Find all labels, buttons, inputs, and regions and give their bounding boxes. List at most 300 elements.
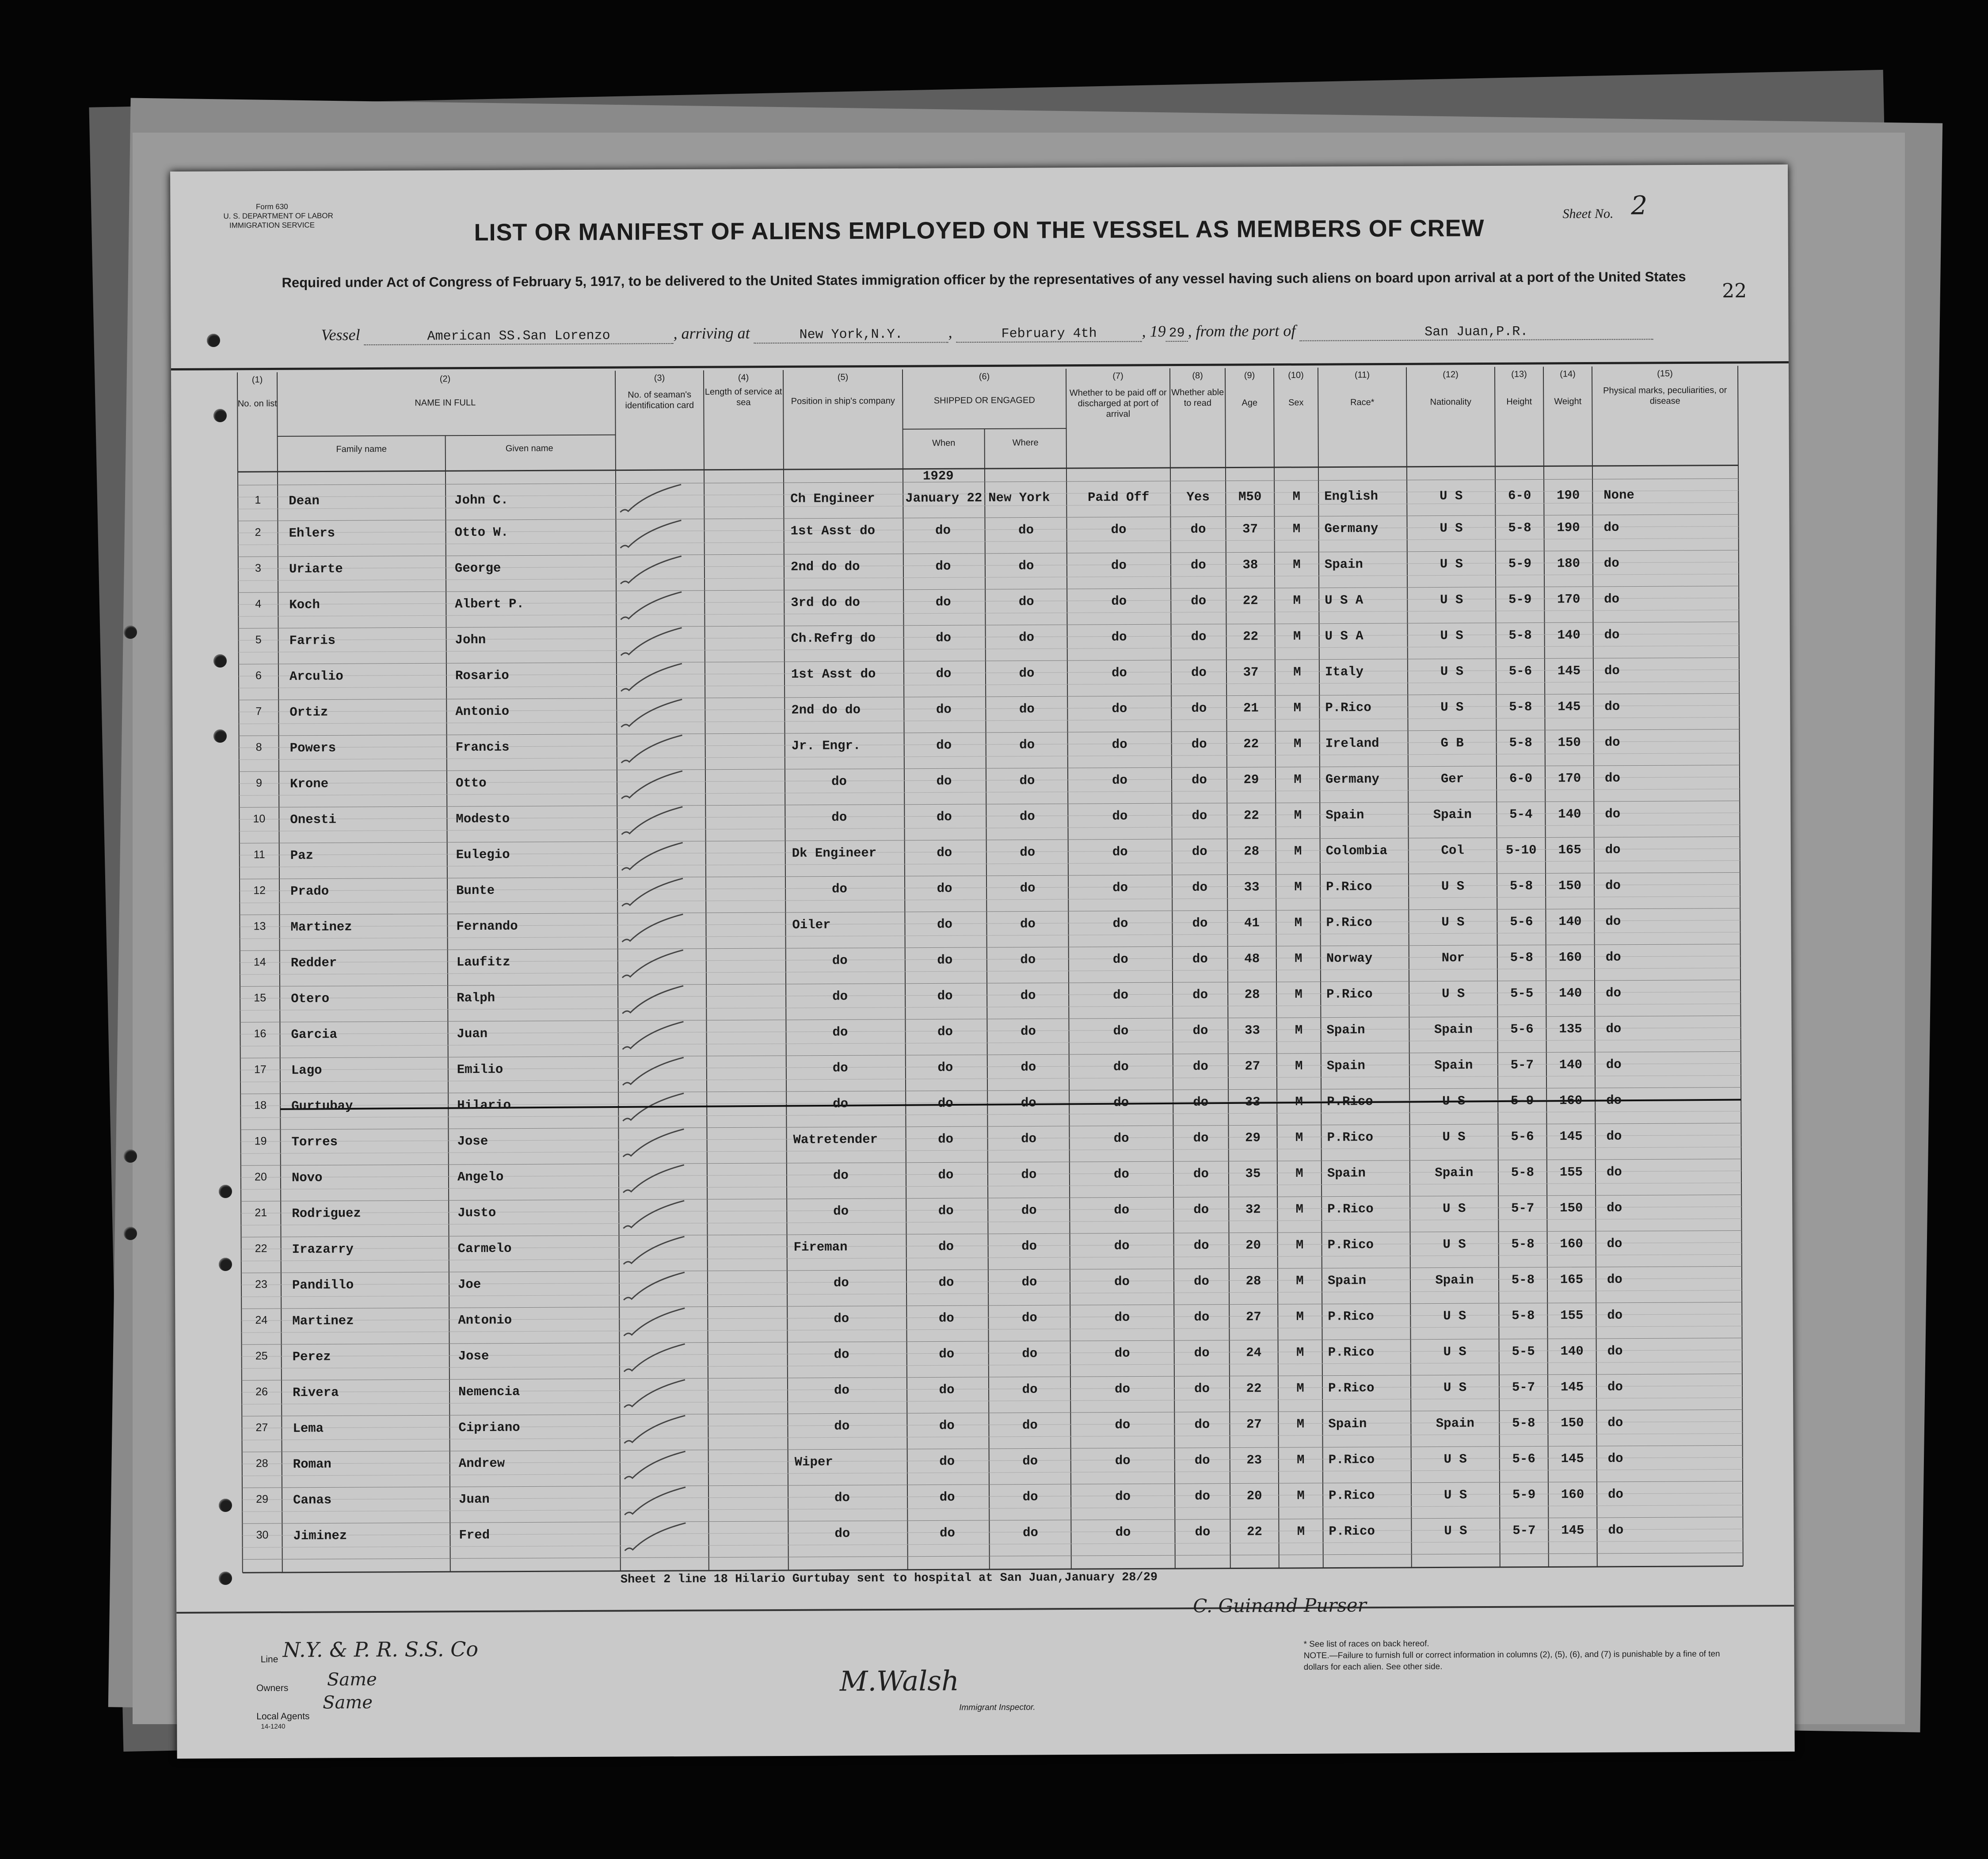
- arriving-at-value: New York,N.Y.: [754, 327, 948, 344]
- row-5-when: do: [936, 630, 952, 645]
- header-col-10-label: Sex: [1288, 397, 1304, 408]
- row-25-given: Jose: [458, 1348, 489, 1364]
- row-29-read: do: [1195, 1489, 1211, 1504]
- row-8-no: 8: [255, 741, 262, 754]
- row-5-where: do: [1019, 630, 1035, 645]
- header-col-9-num: (9): [1244, 370, 1255, 381]
- row-4-age: 22: [1242, 593, 1258, 608]
- punch-hole: [219, 1499, 232, 1512]
- row-25-where: do: [1022, 1346, 1038, 1361]
- row-17-weight: 140: [1559, 1057, 1583, 1073]
- row-14-paid: do: [1112, 952, 1128, 967]
- row-27-position: do: [834, 1419, 850, 1434]
- row-8-height: 5-8: [1509, 735, 1532, 750]
- header-col-11: [1318, 370, 1406, 408]
- row-17-no: 17: [254, 1063, 267, 1076]
- row-11-weight: 165: [1558, 843, 1581, 858]
- row-26-weight: 145: [1560, 1380, 1584, 1395]
- row-1-nationality: U S: [1440, 489, 1463, 504]
- row-7-where: do: [1019, 702, 1035, 717]
- header-col-10: [1274, 370, 1318, 408]
- row-10-sex: M: [1294, 808, 1302, 823]
- row-12-family: Prado: [290, 884, 329, 899]
- row-15-no: 15: [254, 992, 267, 1004]
- row-1-position: Ch Engineer: [790, 491, 875, 506]
- row-21-nationality: U S: [1443, 1201, 1466, 1216]
- row-28-read: do: [1194, 1453, 1210, 1468]
- header-col-8: [1170, 370, 1225, 409]
- inspector-label: Immigrant Inspector.: [959, 1702, 1036, 1713]
- row-25-read: do: [1194, 1345, 1210, 1360]
- grid-line: [242, 1374, 1742, 1381]
- row-2-position: 1st Asst do: [790, 523, 876, 538]
- row-30-race: P.Rico: [1329, 1524, 1375, 1539]
- row-18-nationality: U S: [1442, 1094, 1466, 1109]
- check-mark: [621, 771, 682, 799]
- row-13-age: 41: [1244, 916, 1260, 931]
- row-11-family: Paz: [290, 848, 314, 863]
- row-13-paid: do: [1112, 916, 1128, 931]
- row-10-read: do: [1192, 808, 1207, 823]
- row-12-sex: M: [1294, 879, 1302, 894]
- row-24-position: do: [834, 1311, 849, 1326]
- header-col-1-num: (1): [251, 375, 263, 385]
- hospital-note: Sheet 2 line 18 Hilario Gurtubay sent to hospital at San Juan,January 28/29: [620, 1571, 1158, 1587]
- row-16-given: Juan: [457, 1026, 488, 1042]
- row-28-marks: do: [1607, 1451, 1623, 1466]
- row-7-position: 2nd do do: [791, 702, 861, 718]
- row-7-read: do: [1191, 701, 1207, 716]
- row-21-read: do: [1193, 1202, 1209, 1217]
- row-12-given: Bunte: [456, 883, 495, 898]
- row-17-when: do: [937, 1060, 953, 1075]
- check-mark: [624, 1416, 685, 1443]
- row-18-sex: M: [1295, 1094, 1303, 1109]
- row-30-marks: do: [1608, 1523, 1624, 1538]
- row-27-nationality: Spain: [1436, 1416, 1474, 1431]
- row-25-position: do: [834, 1347, 849, 1362]
- row-17-family: Lago: [291, 1063, 322, 1078]
- row-14-age: 48: [1244, 951, 1260, 966]
- row-2-when: do: [935, 523, 951, 538]
- row-24-marks: do: [1607, 1308, 1623, 1323]
- row-19-when: do: [938, 1132, 954, 1147]
- row-3-paid: do: [1111, 558, 1127, 573]
- row-6-weight: 145: [1557, 664, 1581, 679]
- row-8-sex: M: [1293, 736, 1302, 751]
- header-col-13-num: (13): [1511, 369, 1527, 379]
- year-written: 1929: [922, 469, 954, 484]
- row-7-marks: do: [1604, 699, 1620, 714]
- row-27-age: 27: [1246, 1417, 1262, 1432]
- check-mark: [623, 1201, 684, 1229]
- row-5-read: do: [1191, 629, 1207, 644]
- row-23-read: do: [1193, 1274, 1209, 1289]
- row-7-family: Ortiz: [289, 705, 328, 720]
- row-10-paid: do: [1112, 809, 1128, 824]
- header-col-2: [277, 373, 613, 409]
- row-25-when: do: [939, 1347, 955, 1362]
- row-7-age: 21: [1243, 701, 1259, 716]
- row-3-when: do: [935, 559, 951, 574]
- header-col-4-num: (4): [738, 373, 749, 383]
- row-22-no: 22: [255, 1242, 267, 1255]
- row-9-marks: do: [1604, 771, 1620, 786]
- row-23-height: 5-8: [1511, 1272, 1535, 1287]
- from-port-label: , from the port of: [1188, 321, 1296, 340]
- row-25-race: P.Rico: [1328, 1345, 1375, 1360]
- row-1-marks: None: [1603, 488, 1634, 503]
- row-21-paid: do: [1114, 1202, 1130, 1218]
- row-26-position: do: [834, 1383, 849, 1398]
- row-14-where: do: [1020, 952, 1036, 967]
- row-16-read: do: [1192, 1023, 1208, 1038]
- sheet-number-value: 2: [1631, 190, 1648, 221]
- row-19-position: Watretender: [793, 1132, 878, 1147]
- row-6-given: Rosario: [455, 668, 509, 683]
- row-21-sex: M: [1295, 1202, 1304, 1217]
- row-16-race: Spain: [1326, 1023, 1365, 1038]
- row-20-age: 35: [1245, 1166, 1261, 1181]
- header-col-2-num: (2): [439, 374, 451, 384]
- row-25-no: 25: [255, 1350, 268, 1363]
- row-16-no: 16: [254, 1027, 267, 1040]
- row-3-race: Spain: [1324, 557, 1363, 572]
- row-16-paid: do: [1113, 1023, 1129, 1038]
- row-20-marks: do: [1606, 1164, 1622, 1180]
- grid-line: [615, 371, 621, 1571]
- row-30-given: Fred: [459, 1527, 490, 1543]
- row-1-no: 1: [255, 494, 261, 507]
- row-17-paid: do: [1113, 1059, 1129, 1074]
- row-23-position: do: [833, 1275, 849, 1290]
- check-mark: [624, 1344, 685, 1372]
- row-30-where: do: [1022, 1525, 1038, 1540]
- row-11-age: 28: [1244, 844, 1260, 859]
- row-1-when: January 22: [905, 490, 983, 506]
- row-10-position: do: [831, 810, 847, 825]
- row-17-read: do: [1192, 1059, 1208, 1074]
- row-2-sex: M: [1292, 521, 1301, 536]
- row-21-height: 5-7: [1511, 1201, 1535, 1216]
- row-6-sex: M: [1293, 664, 1301, 679]
- row-20-sex: M: [1295, 1166, 1303, 1181]
- row-8-paid: do: [1112, 737, 1127, 752]
- row-19-where: do: [1021, 1131, 1037, 1146]
- row-28-height: 5-6: [1512, 1451, 1535, 1466]
- punch-hole: [207, 334, 220, 347]
- row-4-given: Albert P.: [455, 596, 524, 612]
- row-12-age: 33: [1244, 880, 1260, 895]
- row-17-marks: do: [1606, 1057, 1622, 1072]
- row-13-no: 13: [253, 920, 266, 933]
- row-29-no: 29: [256, 1493, 269, 1506]
- header-given-name: Given name: [505, 443, 553, 454]
- row-16-weight: 135: [1559, 1022, 1582, 1037]
- grid-line: [238, 466, 1738, 472]
- grid-line: [278, 435, 616, 436]
- row-12-race: P.Rico: [1326, 879, 1372, 894]
- row-3-read: do: [1190, 557, 1206, 573]
- row-14-given: Laufitz: [456, 954, 510, 970]
- row-11-position: Dk Engineer: [792, 846, 877, 861]
- punch-hole: [213, 729, 227, 743]
- row-5-age: 22: [1243, 629, 1259, 644]
- row-13-marks: do: [1605, 914, 1621, 929]
- header-col-2-label: NAME IN FULL: [415, 397, 476, 408]
- row-13-weight: 140: [1558, 914, 1582, 929]
- row-2-weight: 190: [1557, 520, 1580, 535]
- row-24-nationality: U S: [1443, 1309, 1466, 1324]
- check-mark: [621, 664, 682, 691]
- header-col-8-label: Whether able to read: [1171, 387, 1224, 408]
- row-22-weight: 160: [1560, 1237, 1583, 1252]
- grid-line: [446, 435, 450, 1572]
- row-18-family: Gurtubay: [291, 1099, 353, 1114]
- row-26-race: P.Rico: [1328, 1381, 1375, 1396]
- row-29-age: 20: [1246, 1489, 1262, 1504]
- check-mark: [621, 592, 682, 620]
- row-24-weight: 155: [1560, 1308, 1584, 1323]
- grid-line: [241, 1231, 1742, 1237]
- row-7-weight: 145: [1558, 699, 1581, 714]
- grid-line: [176, 1606, 1794, 1613]
- row-29-weight: 160: [1561, 1487, 1584, 1502]
- header-col-7-label: Whether to be paid off or discharged at port of arrival: [1069, 388, 1167, 419]
- row-16-when: do: [937, 1024, 953, 1039]
- manifest-sheet: [170, 164, 1795, 1759]
- row-2-marks: do: [1603, 520, 1619, 535]
- row-5-no: 5: [255, 634, 262, 646]
- row-21-race: P.Rico: [1327, 1202, 1374, 1217]
- row-17-sex: M: [1295, 1058, 1303, 1073]
- row-6-where: do: [1019, 666, 1035, 681]
- row-3-age: 38: [1242, 557, 1258, 573]
- header-col-1-label: No. on list: [237, 398, 277, 409]
- row-12-position: do: [832, 882, 847, 897]
- row-8-given: Francis: [455, 740, 510, 755]
- row-8-age: 22: [1243, 737, 1259, 752]
- row-27-read: do: [1194, 1417, 1210, 1432]
- row-8-weight: 150: [1558, 735, 1581, 750]
- grid-line: [240, 873, 1740, 879]
- header-col-6-label: SHIPPED OR ENGAGED: [933, 395, 1035, 406]
- row-14-sex: M: [1295, 951, 1302, 966]
- row-25-nationality: U S: [1443, 1344, 1466, 1359]
- row-27-when: do: [939, 1418, 955, 1433]
- grid-line: [242, 1338, 1742, 1345]
- grid-line: [903, 370, 908, 1570]
- row-9-paid: do: [1112, 773, 1128, 788]
- row-19-nationality: U S: [1442, 1130, 1466, 1145]
- row-20-family: Novo: [291, 1170, 323, 1185]
- row-15-position: do: [832, 989, 848, 1004]
- grid-line: [241, 1267, 1742, 1273]
- row-14-weight: 160: [1558, 950, 1582, 965]
- row-10-race: Spain: [1325, 808, 1364, 823]
- row-25-family: Perez: [292, 1349, 331, 1364]
- row-28-family: Roman: [293, 1457, 331, 1472]
- header-col-13-label: Height: [1506, 397, 1532, 407]
- row-2-age: 37: [1242, 522, 1258, 537]
- check-mark: [620, 520, 681, 548]
- grid-line: [238, 550, 1739, 557]
- row-1-read: Yes: [1186, 489, 1210, 504]
- row-3-weight: 180: [1557, 556, 1580, 571]
- row-29-race: P.Rico: [1329, 1488, 1375, 1503]
- header-col-4-label: Length of service at sea: [705, 386, 782, 408]
- header-col-5: [783, 372, 903, 407]
- row-23-weight: 165: [1560, 1272, 1584, 1287]
- row-4-where: do: [1018, 594, 1034, 609]
- row-29-sex: M: [1297, 1488, 1305, 1503]
- row-9-age: 29: [1243, 772, 1259, 787]
- row-23-when: do: [938, 1275, 954, 1290]
- header-col-14: [1543, 369, 1592, 407]
- row-19-no: 19: [254, 1135, 267, 1148]
- punch-hole: [219, 1572, 232, 1585]
- row-20-when: do: [938, 1168, 954, 1183]
- row-27-sex: M: [1296, 1416, 1305, 1431]
- header-col-15-num: (15): [1657, 369, 1673, 379]
- row-3-where: do: [1018, 558, 1034, 573]
- check-mark: [621, 628, 682, 656]
- row-3-sex: M: [1293, 557, 1301, 572]
- row-11-where: do: [1020, 845, 1036, 860]
- check-mark: [621, 807, 682, 835]
- row-3-position: 2nd do do: [790, 559, 860, 574]
- row-25-paid: do: [1114, 1346, 1130, 1361]
- row-14-height: 5-8: [1510, 950, 1533, 965]
- header-col-6-num: (6): [979, 371, 990, 382]
- row-1-sex: M: [1292, 489, 1301, 504]
- grid-line: [238, 479, 1738, 485]
- row-1-family: Dean: [289, 493, 320, 508]
- row-14-nationality: Nor: [1441, 950, 1465, 966]
- grid-line: [240, 1123, 1741, 1130]
- row-9-race: Germany: [1325, 772, 1379, 787]
- row-27-family: Lema: [293, 1421, 324, 1436]
- row-13-nationality: U S: [1441, 915, 1465, 930]
- row-20-where: do: [1021, 1167, 1037, 1182]
- row-27-where: do: [1022, 1418, 1038, 1433]
- row-15-race: P.Rico: [1326, 987, 1373, 1002]
- row-5-position: Ch.Refrg do: [791, 631, 876, 646]
- grid-line: [240, 980, 1740, 987]
- row-19-marks: do: [1606, 1129, 1622, 1144]
- row-15-paid: do: [1113, 988, 1129, 1003]
- row-12-nationality: U S: [1441, 879, 1465, 894]
- row-5-paid: do: [1111, 630, 1127, 645]
- row-28-nationality: U S: [1443, 1452, 1467, 1467]
- row-14-no: 14: [253, 956, 266, 969]
- page-title: LIST OR MANIFEST OF ALIENS EMPLOYED ON THE VESSEL AS MEMBERS OF CREW: [474, 215, 1485, 246]
- footnotes: [1304, 1637, 1746, 1673]
- row-28-given: Andrew: [458, 1456, 505, 1471]
- header-col-7-num: (7): [1112, 371, 1123, 381]
- row-27-paid: do: [1115, 1417, 1131, 1432]
- row-14-when: do: [937, 953, 953, 968]
- row-23-nationality: Spain: [1435, 1273, 1474, 1288]
- row-11-race: Colombia: [1325, 843, 1388, 859]
- row-14-marks: do: [1605, 950, 1621, 965]
- row-14-position: do: [832, 953, 848, 968]
- row-7-nationality: U S: [1440, 700, 1464, 715]
- grid-line: [783, 370, 788, 1570]
- header-col-14-label: Weight: [1554, 397, 1582, 407]
- row-30-height: 5-7: [1512, 1523, 1536, 1538]
- check-mark: [623, 1165, 684, 1193]
- row-2-nationality: U S: [1440, 521, 1463, 536]
- grid-line: [240, 837, 1740, 844]
- header-col-3-num: (3): [654, 373, 665, 383]
- page-number: 22: [1722, 279, 1747, 302]
- footnote-penalty: NOTE.—Failure to furnish full or correct information in columns (2), (5), (6), and (7) is punishable by a fine of ten dollars for each alien. See other side.: [1303, 1649, 1720, 1672]
- row-22-sex: M: [1295, 1237, 1304, 1252]
- row-15-where: do: [1020, 988, 1036, 1003]
- row-19-sex: M: [1295, 1130, 1303, 1145]
- row-21-given: Justo: [457, 1205, 496, 1221]
- row-19-family: Torres: [291, 1134, 338, 1149]
- header-col-5-label: Position in ship's company: [791, 396, 895, 406]
- row-20-given: Angelo: [457, 1169, 504, 1185]
- row-2-given: Otto W.: [454, 525, 509, 540]
- row-28-race: P.Rico: [1328, 1452, 1375, 1467]
- row-14-race: Norway: [1326, 951, 1373, 966]
- row-4-nationality: U S: [1440, 592, 1463, 607]
- punch-hole: [124, 1149, 137, 1163]
- row-29-paid: do: [1115, 1489, 1131, 1504]
- row-9-height: 6-0: [1509, 771, 1533, 786]
- row-24-family: Martinez: [292, 1313, 354, 1328]
- row-28-position: Wiper: [794, 1454, 833, 1470]
- row-8-position: Jr. Engr.: [791, 738, 861, 753]
- punch-hole: [124, 1227, 137, 1240]
- row-4-position: 3rd do do: [791, 595, 860, 610]
- row-17-given: Emilio: [457, 1062, 503, 1077]
- row-26-paid: do: [1115, 1382, 1131, 1397]
- row-21-marks: do: [1607, 1200, 1622, 1215]
- header-col-1: [237, 374, 277, 409]
- row-10-marks: do: [1605, 806, 1621, 821]
- row-5-race: U S A: [1325, 629, 1363, 644]
- grid-line: [242, 1410, 1742, 1416]
- row-6-no: 6: [255, 669, 262, 682]
- header-col-11-num: (11): [1354, 370, 1370, 380]
- row-30-age: 22: [1246, 1524, 1262, 1539]
- row-9-weight: 170: [1558, 771, 1581, 786]
- row-21-where: do: [1021, 1203, 1037, 1218]
- row-27-given: Cipriano: [458, 1420, 520, 1435]
- row-22-when: do: [938, 1239, 954, 1254]
- vessel-line: Vessel American SS.San Lorenzo , arriving at New York,N.Y. , February 4th , 19 29 , from the port of San Juan,P.R.: [321, 320, 1653, 345]
- row-25-sex: M: [1296, 1345, 1304, 1360]
- owners-label: Owners: [256, 1683, 289, 1694]
- row-9-family: Krone: [289, 776, 329, 791]
- row-19-read: do: [1193, 1130, 1209, 1145]
- grid-line: [238, 586, 1739, 593]
- row-9-read: do: [1192, 772, 1207, 787]
- row-26-nationality: U S: [1443, 1380, 1467, 1395]
- row-26-age: 22: [1246, 1381, 1262, 1396]
- row-6-height: 5-6: [1508, 664, 1532, 679]
- row-3-height: 5-9: [1508, 556, 1532, 571]
- punch-hole: [213, 409, 227, 422]
- row-18-marks: do: [1606, 1093, 1622, 1108]
- row-15-marks: do: [1606, 985, 1622, 1000]
- header-col-10-num: (10): [1288, 370, 1304, 380]
- row-1-age: M50: [1238, 489, 1262, 504]
